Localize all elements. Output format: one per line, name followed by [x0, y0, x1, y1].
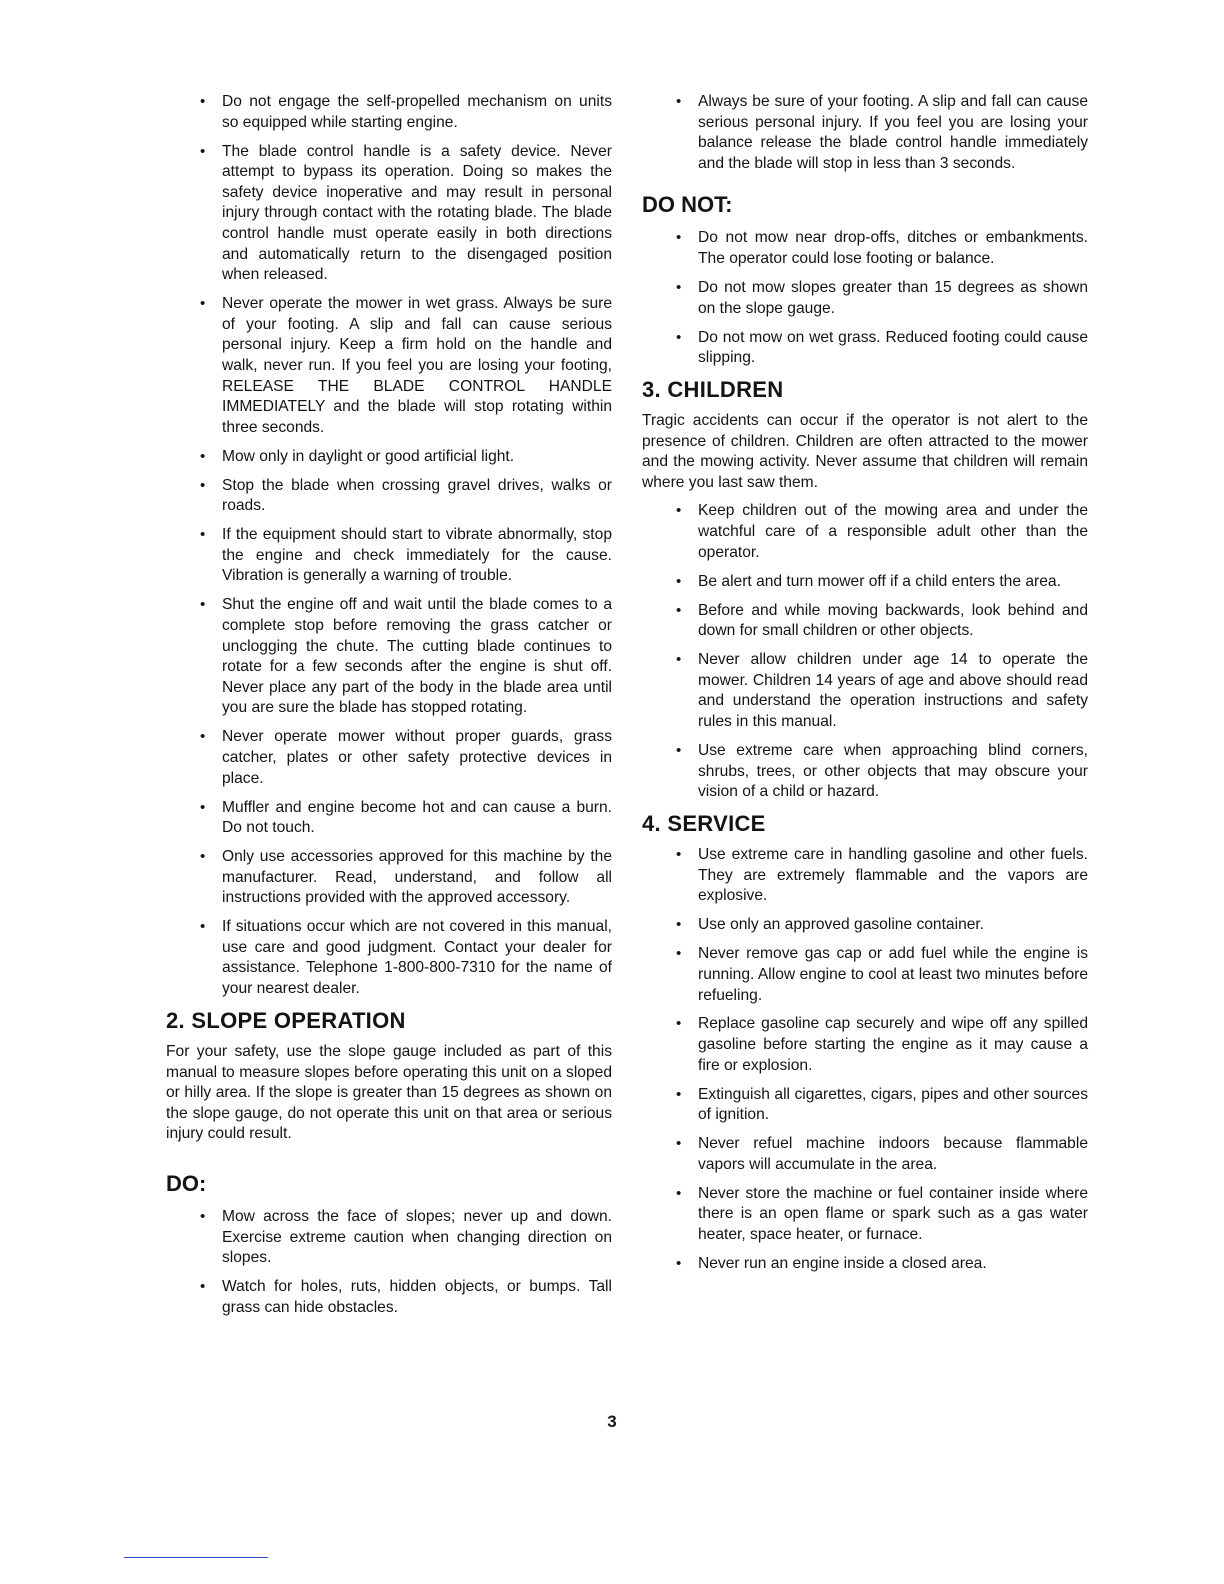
list-item: • Never run an engine inside a closed area. [642, 1254, 1088, 1275]
do-not-heading: DO NOT: [642, 192, 733, 218]
page-number: 3 [607, 1412, 617, 1431]
list-item: • Keep children out of the mowing area and under the watchful care of a responsible adult other than the operator. [642, 501, 1088, 563]
list-item: • Use extreme care in handling gasoline and other fuels. They are extremely flammable and the vapors are explosive. [642, 845, 1088, 907]
footer-rule [124, 1557, 268, 1558]
left-column [166, 92, 612, 1327]
right-column [642, 92, 1088, 1283]
list-item: • Do not mow slopes greater than 15 degrees as shown on the slope gauge. [642, 278, 1088, 319]
list-item: • Use extreme care when approaching blind corners, shrubs, trees, or other objects that may obscure your vision of a child or hazard. [642, 741, 1088, 803]
safety-bullet-list [166, 92, 612, 1000]
list-item: • Mow only in daylight or good artificial light. [166, 447, 612, 468]
list-item: • If the equipment should start to vibrate abnormally, stop the engine and check immediately for the cause. Vibration is generally a warning of trouble. [166, 525, 612, 587]
list-item: • Replace gasoline cap securely and wipe off any spilled gasoline before starting the engine as it may cause a fire or explosion. [642, 1014, 1088, 1076]
list-item: • Never allow children under age 14 to operate the mower. Children 14 years of age and above should read and understand the operation instructions and safety rules in this manual. [642, 650, 1088, 732]
service-heading: 4. SERVICE [642, 811, 766, 837]
list-item: • Never operate mower without proper guards, grass catcher, plates or other safety protective devices in place. [166, 727, 612, 789]
list-item: • Never store the machine or fuel container inside where there is an open flame or spark such as a gas water heater, space heater, or furnace. [642, 1184, 1088, 1246]
children-paragraph: Tragic accidents can occur if the operator is not alert to the presence of children. Children are often attracted to the mower and the mowing activity. Never assume that children will remain where you last saw them. [642, 412, 1088, 491]
list-item: • The blade control handle is a safety device. Never attempt to bypass its operation. Doing so makes the safety device inoperative and may result in personal injury through contact with the rotating blade. The blade control handle must operate easily in both directions and automatically return to the disengaged position when released. [166, 142, 612, 286]
service-bullet-list [642, 845, 1088, 1274]
list-item: • Do not mow on wet grass. Reduced footing could cause slipping. [642, 328, 1088, 369]
list-item: • Before and while moving backwards, look behind and down for small children or other objects. [642, 601, 1088, 642]
list-item: • Do not mow near drop-offs, ditches or embankments. The operator could lose footing or balance. [642, 228, 1088, 269]
list-item: • If situations occur which are not covered in this manual, use care and good judgment. Contact your dealer for assistance. Telephone 1-800-800-7310 for the name of your nearest dealer. [166, 917, 612, 999]
list-item: • Never refuel machine indoors because flammable vapors will accumulate in the area. [642, 1134, 1088, 1175]
list-item: • Mow across the face of slopes; never up and down. Exercise extreme caution when changing direction on slopes. [166, 1207, 612, 1269]
do-not-bullet-list [642, 228, 1088, 368]
list-item: • Shut the engine off and wait until the blade comes to a complete stop before removing the grass catcher or unclogging the chute. The cutting blade continues to rotate for a few seconds after the engine is shut off. Never place any part of the body in the blade area until you are sure the blade has stopped rotating. [166, 595, 612, 719]
do-heading: DO: [166, 1171, 207, 1197]
list-item: • Extinguish all cigarettes, cigars, pipes and other sources of ignition. [642, 1085, 1088, 1126]
list-item: • Muffler and engine become hot and can cause a burn. Do not touch. [166, 798, 612, 839]
list-item: • Be alert and turn mower off if a child enters the area. [642, 572, 1088, 593]
list-item: • Watch for holes, ruts, hidden objects, or bumps. Tall grass can hide obstacles. [166, 1277, 612, 1318]
list-item: • Never operate the mower in wet grass. Always be sure of your footing. A slip and fall can cause serious personal injury. Keep a firm hold on the handle and walk, never run. If you feel you are losing your footing, RELEASE THE BLADE CONTROL HANDLE IMMEDIATELY and the blade will stop rotating within three seconds. [166, 294, 612, 438]
list-item: • Do not engage the self-propelled mechanism on units so equipped while starting engine. [166, 92, 612, 133]
list-item: • Always be sure of your footing. A slip and fall can cause serious personal injury. If you feel you are losing your balance release the blade control handle immediately and the blade will stop in less than 3 seconds. [642, 92, 1088, 174]
list-item: • Never remove gas cap or add fuel while the engine is running. Allow engine to cool at least two minutes before refueling. [642, 944, 1088, 1006]
list-item: • Stop the blade when crossing gravel drives, walks or roads. [166, 476, 612, 517]
slope-operation-paragraph: For your safety, use the slope gauge included as part of this manual to measure slopes before operating this unit on a sloped or hilly area. If the slope is greater than 15 degrees as shown on the slope gauge, do not operate this unit on that area or serious injury could result. [166, 1043, 612, 1143]
list-item: • Use only an approved gasoline container. [642, 915, 1088, 936]
footing-bullet-list [642, 92, 1088, 174]
do-bullet-list [166, 1207, 612, 1318]
children-bullet-list [642, 501, 1088, 802]
children-heading: 3. CHILDREN [642, 377, 784, 403]
list-item: • Only use accessories approved for this machine by the manufacturer. Read, understand, and follow all instructions provided with the approved accessory. [166, 847, 612, 909]
slope-operation-heading: 2. SLOPE OPERATION [166, 1008, 406, 1034]
